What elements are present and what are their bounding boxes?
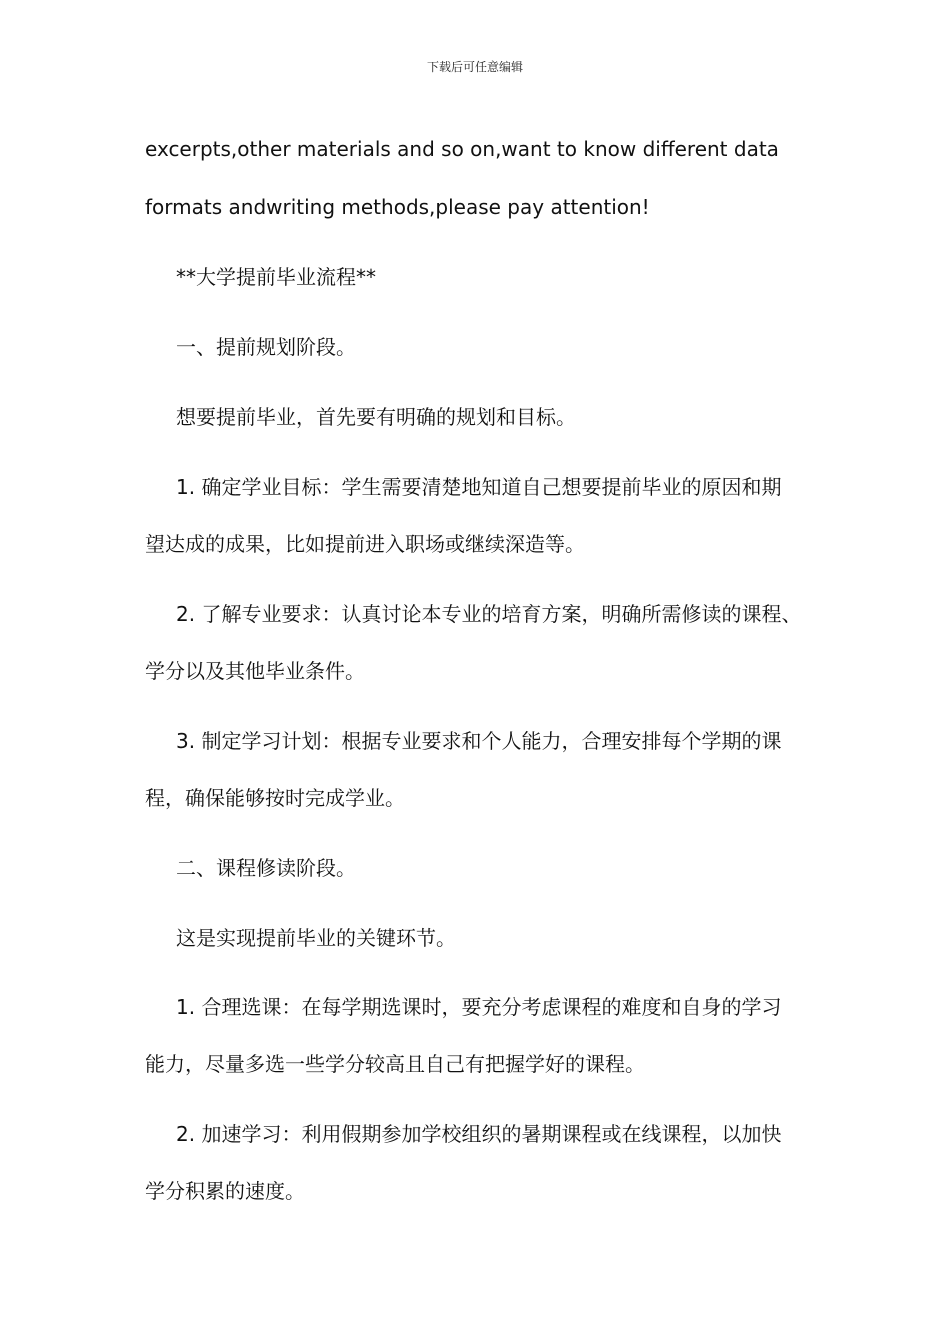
section-2-heading: 二、课程修读阶段。 xyxy=(176,856,356,880)
section-1-heading: 一、提前规划阶段。 xyxy=(176,335,356,359)
document-title: **大学提前毕业流程** xyxy=(176,265,376,289)
section-1-item-1-line-1: 1. 确定学业目标：学生需要清楚地知道自己想要提前毕业的原因和期 xyxy=(176,475,782,499)
section-2-item-1-line-2: 能力，尽量多选一些学分较高且自己有把握学好的课程。 xyxy=(145,1052,645,1076)
section-1-item-2-line-1: 2. 了解专业要求：认真讨论本专业的培育方案，明确所需修读的课程、 xyxy=(176,602,802,626)
section-1-item-3-line-1: 3. 制定学习计划：根据专业要求和个人能力，合理安排每个学期的课 xyxy=(176,729,782,753)
section-2-intro: 这是实现提前毕业的关键环节。 xyxy=(176,926,456,950)
header-note: 下载后可任意编辑 xyxy=(426,60,523,74)
section-1-item-1-line-2: 望达成的成果，比如提前进入职场或继续深造等。 xyxy=(145,532,585,556)
section-1-intro: 想要提前毕业，首先要有明确的规划和目标。 xyxy=(176,405,576,429)
section-1-item-2-line-2: 学分以及其他毕业条件。 xyxy=(145,659,365,683)
section-2-item-2-line-2: 学分积累的速度。 xyxy=(145,1179,305,1203)
section-2-item-2-line-1: 2. 加速学习：利用假期参加学校组织的暑期课程或在线课程，以加快 xyxy=(176,1122,782,1146)
section-2-item-1-line-1: 1. 合理选课：在每学期选课时，要充分考虑课程的难度和自身的学习 xyxy=(176,995,782,1019)
intro-line-1: excerpts,other materials and so on,want to know different data xyxy=(145,137,779,161)
intro-line-2: formats andwriting methods,please pay attention! xyxy=(145,195,650,219)
section-1-item-3-line-2: 程，确保能够按时完成学业。 xyxy=(145,786,405,810)
